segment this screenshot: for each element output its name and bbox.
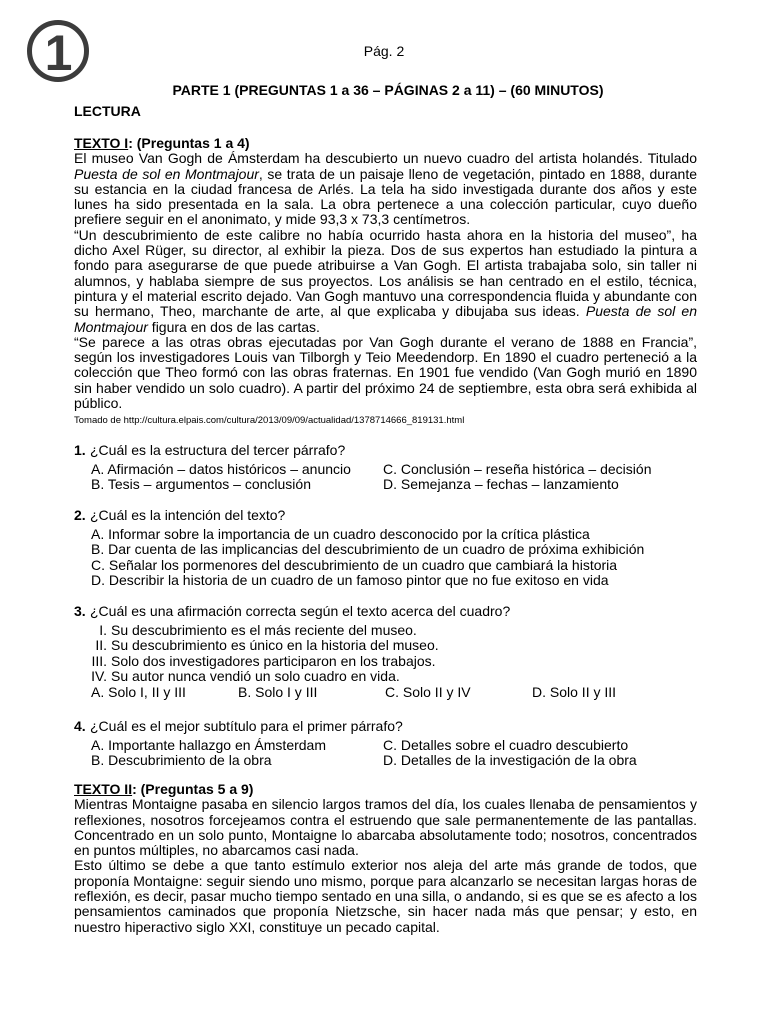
roman-numeral: IV. xyxy=(91,668,107,684)
question-4 xyxy=(74,719,704,769)
question-number: 1. xyxy=(74,442,86,458)
option-d[interactable]: D. Solo II y III xyxy=(532,683,617,700)
option-a[interactable]: A. Solo I, II y III xyxy=(91,683,186,700)
question-text: ¿Cuál es el mejor subtítulo para el primer párrafo? xyxy=(90,718,403,734)
option-a[interactable]: A. Informar sobre la importancia de un cuadro desconocido por la crítica plástica xyxy=(91,525,590,542)
badge-number: 1 xyxy=(44,25,72,81)
statement-iv xyxy=(74,669,704,685)
question-stem xyxy=(74,604,704,620)
option-d[interactable]: D. Detalles de la investigación de la obra xyxy=(383,752,637,768)
question-stem xyxy=(74,719,704,735)
question-number: 3. xyxy=(74,603,86,619)
roman-numeral: II. xyxy=(95,637,107,653)
section-heading: LECTURA xyxy=(74,103,141,119)
texto2-label: TEXTO II xyxy=(74,781,133,797)
texto1-paragraph-1 xyxy=(74,151,697,227)
option-b[interactable]: B. Tesis – argumentos – conclusión xyxy=(91,476,311,492)
option-a[interactable]: A. Importante hallazgo en Ámsterdam xyxy=(91,736,327,753)
texto1-paragraph-2 xyxy=(74,228,697,335)
question-2 xyxy=(74,508,704,589)
question-text: ¿Cuál es la intención del texto? xyxy=(90,507,286,523)
text-span: “Un descubrimiento de este calibre no había ocurrido hasta ahora en la historia del museo”, ha dicho Axel Rüger, su director, al exhibir la pieza. Dos de sus expertos han estudiado la pintura a fondo para asegurarse de que puede atribuirse a Van Gogh. El artista trabajaba solo, sin taller ni alumnos, y hablaba siempre de sus proyectos. Los análisis se han centrado en el estilo, técnica, pintura y el material escrito dejado. Van Gogh mantuvo una correspondencia fluida y abundante con su hermano, Theo, marchante de arte, al que explicaba y dibujaba sus ideas. xyxy=(74,226,697,320)
question-stem xyxy=(74,508,704,524)
text-span: El museo Van Gogh de Ámsterdam ha descubierto un nuevo cuadro del artista holandés. Titulado xyxy=(74,150,697,167)
option-c[interactable]: C. Solo II y IV xyxy=(385,683,471,700)
options-row xyxy=(74,685,704,701)
texto1-paragraph-3: “Se parece a las otras obras ejecutadas por Van Gogh durante el verano de 1888 en Francia”, según los investigadores Louis van Tilborgh y Teio Meedendorp. En 1890 el cuadro perteneció a la colección que Theo formó con las obras fraternas. En 1901 fue vendido (Van Gogh murió en 1890 sin haber vendido un solo cuadro). A partir del próximo 24 de septiembre, esta obra será exhibida al público. xyxy=(74,333,697,412)
text-span: , se trata de un paisaje lleno de vegetación, pintado en 1888, durante su estancia en la ciudad francesa de Arlés. La tela ha sido investigada durante dos años y este lunes ha sido presentada en la sala. La obra pertenece a una colección particular, cuyo dueño prefiere seguir en el anonimato, y mide 93,3 x 73,3 centímetros. xyxy=(74,165,697,228)
question-3 xyxy=(74,604,704,700)
source-citation: Tomado de http://cultura.elpais.com/cultura/2013/09/09/actualidad/1378714666_819131.html xyxy=(74,415,465,426)
texto1-title xyxy=(74,136,697,151)
painting-title: Puesta de sol en Montmajour xyxy=(74,303,698,335)
option-b[interactable]: B. Solo I y III xyxy=(238,683,318,700)
statement-text: Su autor nunca vendió un solo cuadro en vida. xyxy=(111,668,400,684)
statement-iii xyxy=(74,654,704,670)
texto1-block xyxy=(74,136,697,411)
page-number: Pág. 2 xyxy=(363,43,405,59)
option-c[interactable]: C. Señalar los pormenores del descubrimiento de un cuadro que cambiará la historia xyxy=(91,556,618,573)
roman-numeral: III. xyxy=(91,652,107,669)
question-text: ¿Cuál es una afirmación correcta según el texto acerca del cuadro? xyxy=(90,603,511,619)
texto1-range: : (Preguntas 1 a 4) xyxy=(128,135,250,151)
question-1 xyxy=(74,443,704,493)
option-c[interactable]: C. Detalles sobre el cuadro descubierto xyxy=(383,736,629,753)
option-d[interactable]: D. Describir la historia de un cuadro de un famoso pintor que no fue exitoso en vida xyxy=(91,572,609,588)
option-b[interactable]: B. Dar cuenta de las implicancias del descubrimiento de un cuadro de próxima exhibición xyxy=(91,541,645,557)
part-title: PARTE 1 (PREGUNTAS 1 a 36 – PÁGINAS 2 a 11) – (60 MINUTOS) xyxy=(172,82,604,98)
painting-title: Puesta de sol en Montmajour xyxy=(74,165,259,182)
option-b[interactable]: B. Descubrimiento de la obra xyxy=(91,752,272,768)
option-c[interactable]: C. Conclusión – reseña histórica – decisión xyxy=(383,460,652,477)
text-span: figura en dos de las cartas. xyxy=(147,318,320,335)
texto1-label: TEXTO I xyxy=(74,135,129,151)
texto2-paragraph-2: Esto último se debe a que tanto estímulo exterior nos aleja del arte más grande de todos, que proponía Montaigne: seguir siendo uno mismo, porque para alcanzarlo se necesitan largas horas de reflexión, es decir, pasar mucho tiempo sentado en una silla, o andando, si es que se es afecto a los pensamientos caminados que proponía Nietzsche, sin hacer nada más que pensar; y esto, en nuestro hiperactivo siglo XXI, constituye un pecado capital. xyxy=(74,857,697,935)
statement-ii xyxy=(74,638,704,654)
option-d[interactable]: D. Semejanza – fechas – lanzamiento xyxy=(383,476,619,492)
texto2-paragraph-1: Mientras Montaigne pasaba en silencio largos tramos del día, los cuales llenaba de pensamientos y reflexiones, nosotros forcejeamos contra el estruendo que sale permanentemente de las pantallas. Concentrado en un solo punto, Montaigne lo abarcaba absolutamente todo; nosotros, concentrados en puntos múltiples, no abarcamos casi nada. xyxy=(74,796,697,859)
texto2-block xyxy=(74,782,697,935)
statement-i xyxy=(74,623,704,639)
statement-text: Su descubrimiento es único en la historia del museo. xyxy=(111,637,439,653)
question-number: 2. xyxy=(74,507,86,523)
option-a[interactable]: A. Afirmación – datos históricos – anuncio xyxy=(91,460,351,477)
question-stem xyxy=(74,443,704,459)
statement-text: Su descubrimiento es el más reciente del museo. xyxy=(111,621,417,638)
texto2-title xyxy=(74,782,697,797)
statement-text: Solo dos investigadores participaron en los trabajos. xyxy=(111,652,436,669)
roman-numeral: I. xyxy=(99,621,107,638)
question-text: ¿Cuál es la estructura del tercer párrafo? xyxy=(90,442,346,458)
question-number: 4. xyxy=(74,718,86,734)
texto2-range: : (Preguntas 5 a 9) xyxy=(132,781,254,797)
